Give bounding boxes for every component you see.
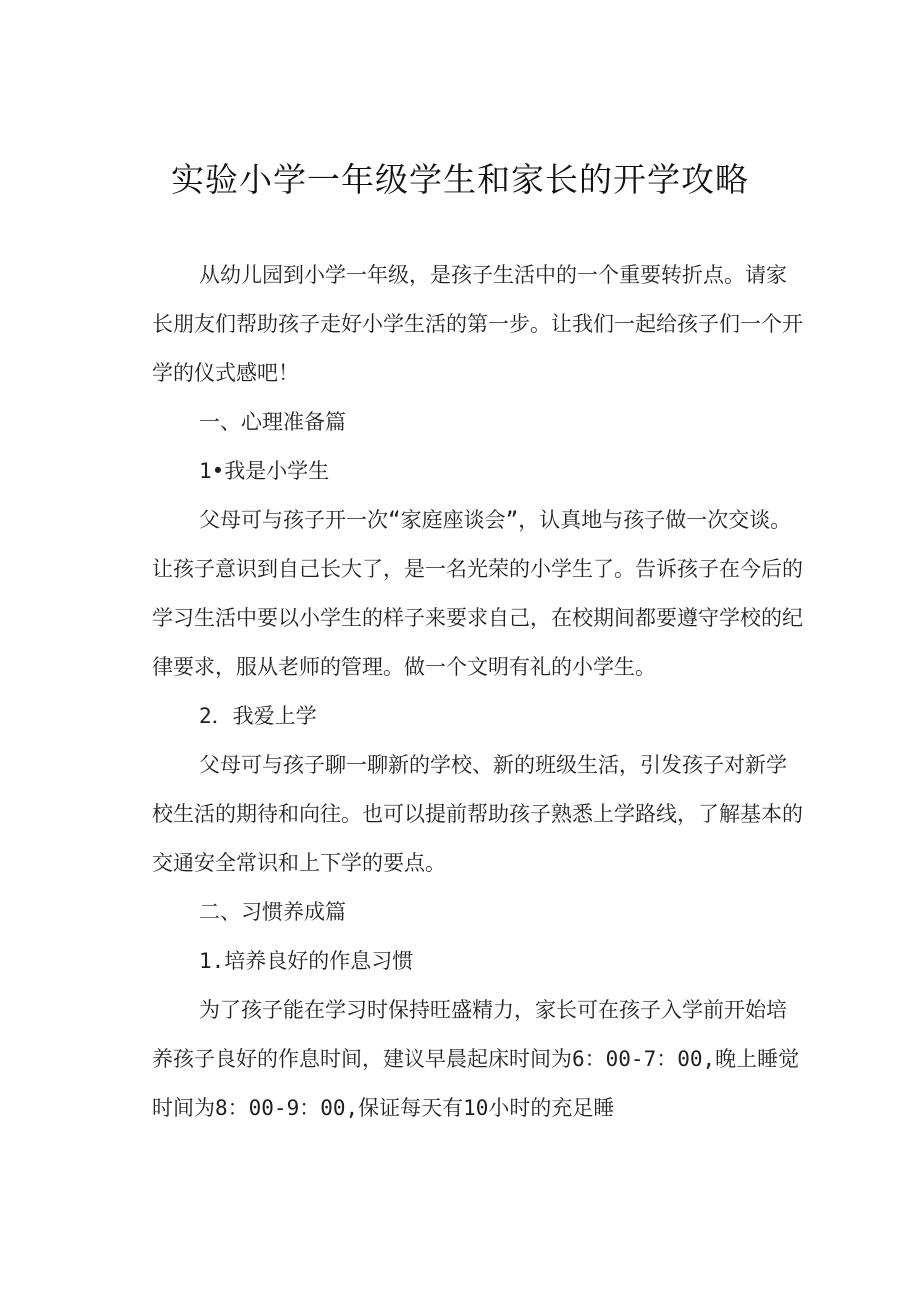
subheading-i-am-a-pupil: 1•我是小学生	[199, 459, 330, 483]
intro-paragraph: 从幼儿园到小学一年级，是孩子生活中的一个重要转折点。请家长朋友们帮助孩子走好小学生活的第一步。让我们一起给孩子们一个开学的仪式感吧！	[152, 263, 803, 385]
paragraph-new-school-life: 父母可与孩子聊一聊新的学校、新的班级生活，引发孩子对新学校生活的期待和向往。也可以提前帮助孩子熟悉上学路线，了解基本的交通安全常识和上下学的要点。	[152, 753, 803, 875]
subheading-good-sleep-habits: 1.培养良好的作息习惯	[199, 949, 414, 973]
section-heading-psychological-preparation: 一、心理准备篇	[199, 410, 346, 434]
page-title: 实验小学一年级学生和家长的开学攻略	[171, 160, 749, 199]
paragraph-sleep-schedule: 为了孩子能在学习时保持旺盛精力，家长可在孩子入学前开始培养孩子良好的作息时间，建议早晨起床时间为6：00-7：00,晚上睡觉时间为8：00-9：00,保证每天有10小时的充足睡	[152, 998, 800, 1120]
paragraph-family-talk: 父母可与孩子开一次“家庭座谈会”，认真地与孩子做一次交谈。让孩子意识到自己长大了，是一名光荣的小学生了。告诉孩子在今后的学习生活中要以小学生的样子来要求自己，在校期间都要遵守学校的纪律要求，服从老师的管理。做一个文明有礼的小学生。	[152, 508, 803, 679]
document-body	[152, 251, 807, 1133]
section-heading-habit-formation: 二、习惯养成篇	[199, 900, 346, 924]
subheading-i-love-school: 2．我爱上学	[199, 704, 317, 728]
